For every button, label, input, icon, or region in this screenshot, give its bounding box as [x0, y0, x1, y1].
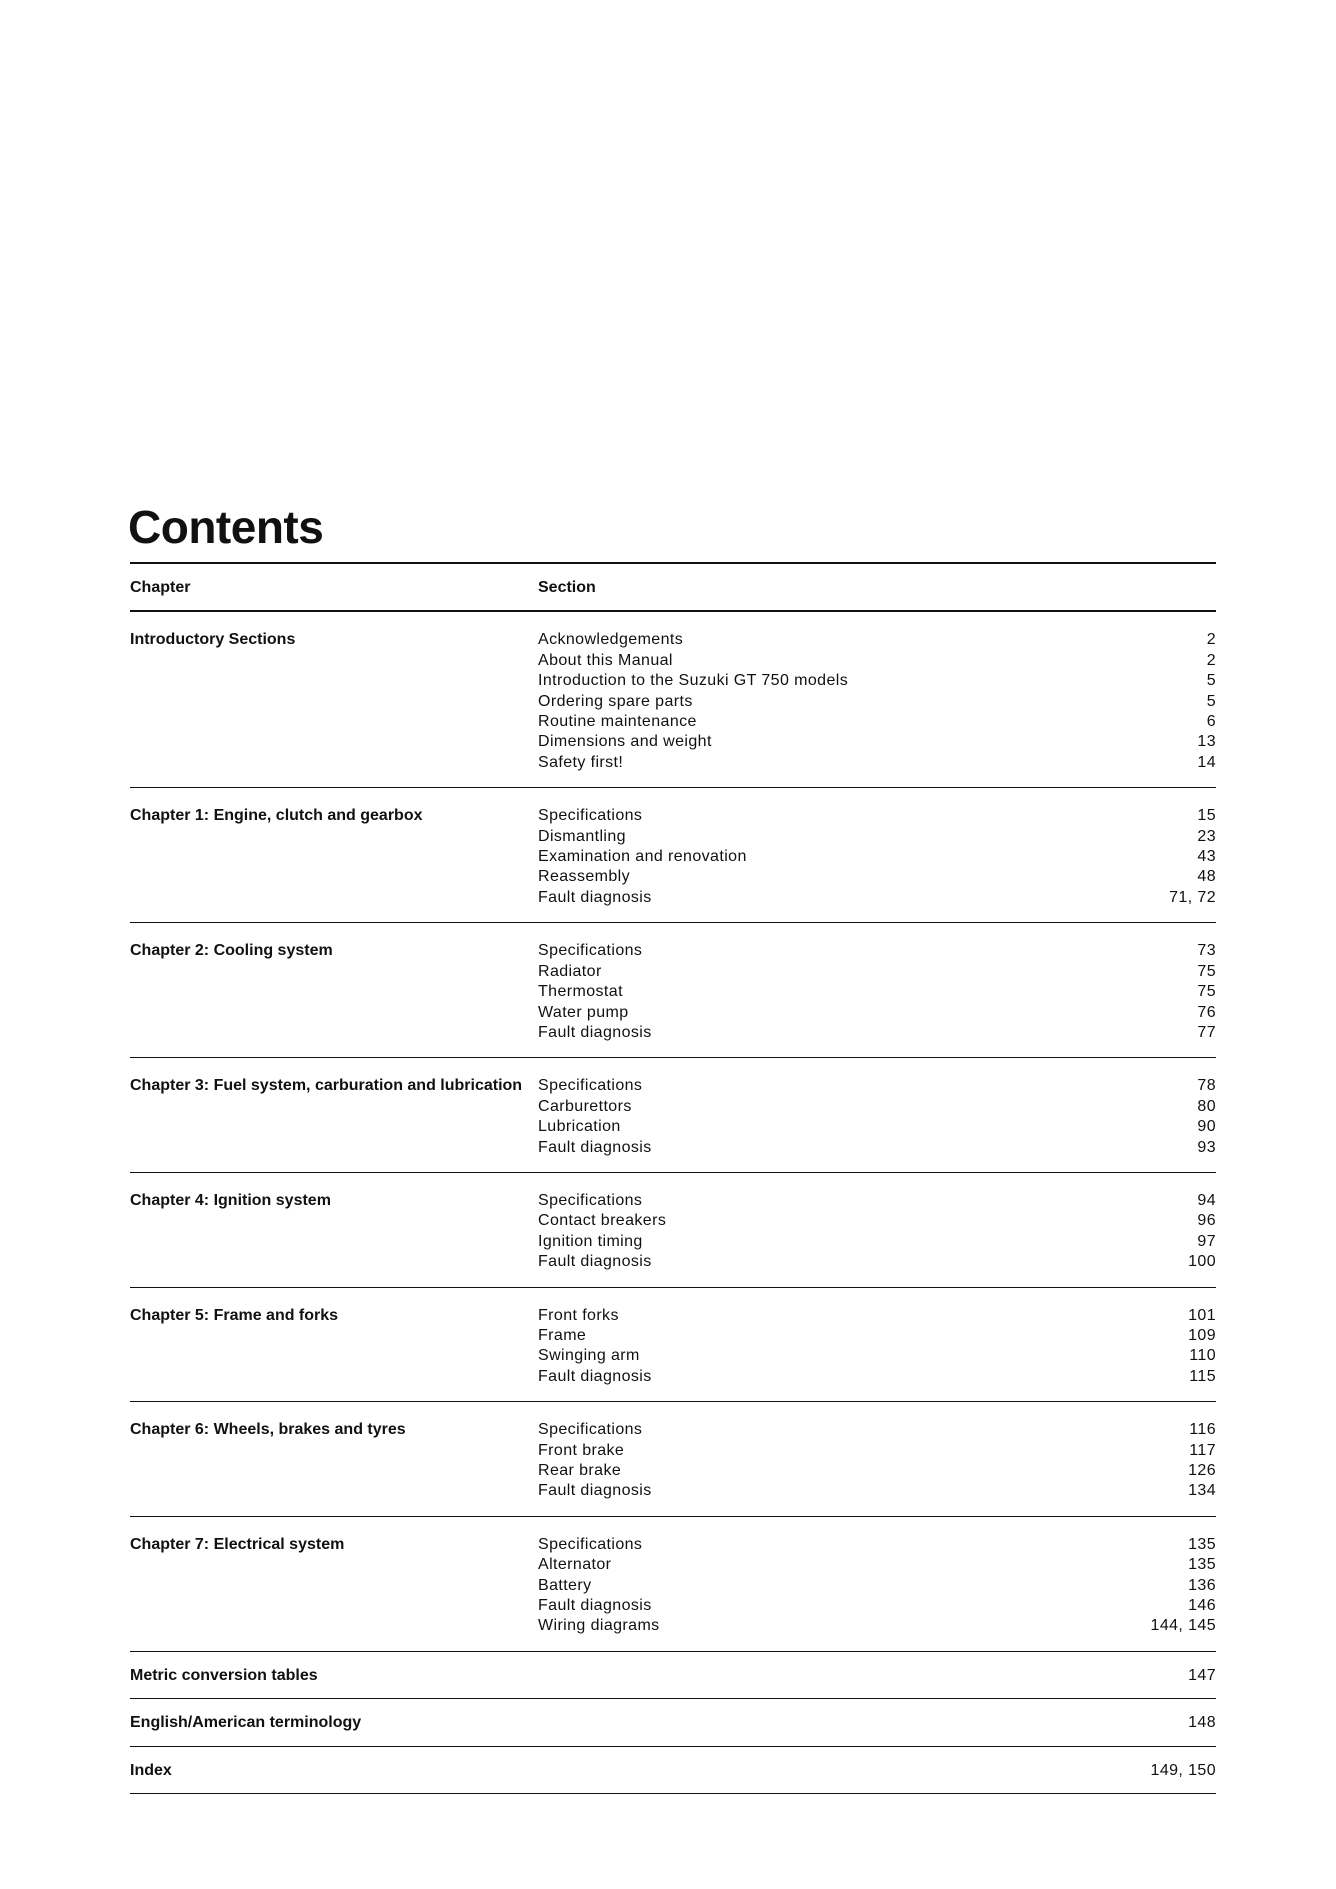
section-row[interactable]: [538, 1535, 1216, 1555]
section-name: Frame: [538, 1326, 587, 1344]
appendix-row[interactable]: [130, 1699, 1216, 1745]
appendix-title: Index: [130, 1761, 172, 1779]
appendix-divider: [130, 1793, 1216, 1794]
page-number: 13: [1197, 733, 1216, 751]
section-row[interactable]: [538, 712, 1216, 732]
page-number: 73: [1197, 942, 1216, 960]
page-number: 97: [1197, 1232, 1216, 1250]
page-number: 135: [1188, 1556, 1216, 1574]
section-name: Examination and renovation: [538, 848, 747, 866]
section-name: Battery: [538, 1576, 592, 1594]
chapter-block: [130, 923, 1216, 1057]
section-name: Radiator: [538, 962, 602, 980]
page-number: 2: [1206, 631, 1216, 649]
section-row[interactable]: [538, 1076, 1216, 1096]
section-row[interactable]: [538, 630, 1216, 650]
section-list: [538, 1191, 1216, 1273]
section-name: Dimensions and weight: [538, 733, 712, 751]
page-number: 110: [1189, 1347, 1216, 1365]
chapter-title[interactable]: Introductory Sections: [130, 631, 296, 649]
appendix-title: English/American terminology: [130, 1714, 362, 1732]
section-name: Wiring diagrams: [538, 1617, 660, 1635]
section-name: Fault diagnosis: [538, 1482, 652, 1500]
section-row[interactable]: [538, 888, 1216, 908]
page-number: 149, 150: [1150, 1761, 1216, 1779]
section-list: [538, 630, 1216, 773]
page-number: 75: [1197, 962, 1216, 980]
section-name: Rear brake: [538, 1462, 622, 1479]
section-list: [538, 1420, 1216, 1502]
page-number: 134: [1188, 1482, 1216, 1500]
section-name: Fault diagnosis: [538, 1138, 652, 1156]
page-number: 109: [1188, 1326, 1216, 1344]
section-name: Safety first!: [538, 753, 624, 771]
section-row[interactable]: [538, 1306, 1216, 1326]
chapter-title[interactable]: Chapter 7: Electrical system: [130, 1535, 345, 1553]
section-row[interactable]: [538, 1211, 1216, 1231]
section-row[interactable]: [538, 827, 1216, 847]
chapter-title[interactable]: Chapter 5: Frame and forks: [130, 1306, 339, 1324]
section-name: Ignition timing: [538, 1232, 643, 1250]
chapter-block: [130, 788, 1216, 922]
section-list: [538, 1306, 1216, 1388]
page-title: Contents: [128, 501, 324, 553]
page-number: 14: [1197, 753, 1216, 771]
page-number: 48: [1197, 868, 1216, 886]
page-number: 144, 145: [1150, 1617, 1216, 1635]
section-row[interactable]: [538, 671, 1216, 691]
page-number: 94: [1197, 1191, 1216, 1209]
chapter-block: [130, 1173, 1216, 1287]
page-number: 15: [1197, 807, 1216, 825]
section-row[interactable]: [538, 1003, 1216, 1023]
section-row[interactable]: [538, 1555, 1216, 1575]
section-name: Thermostat: [538, 983, 623, 1001]
section-name: Front forks: [538, 1306, 619, 1324]
section-name: Specifications: [538, 942, 643, 960]
section-row[interactable]: [538, 1191, 1216, 1211]
page-number: 76: [1197, 1003, 1216, 1021]
section-name: Specifications: [538, 1421, 643, 1439]
section-name: Front brake: [538, 1441, 625, 1459]
section-name: Fault diagnosis: [538, 1253, 652, 1271]
section-row[interactable]: [538, 1481, 1216, 1501]
section-name: Alternator: [538, 1556, 612, 1574]
page-number: 126: [1188, 1462, 1216, 1479]
section-row[interactable]: [538, 1367, 1216, 1387]
section-name: Dismantling: [538, 827, 626, 845]
section-name: Specifications: [538, 1077, 643, 1095]
section-name: Swinging arm: [538, 1347, 640, 1365]
page-number: 80: [1197, 1097, 1216, 1115]
page-number: 5: [1206, 692, 1216, 710]
section-name: Contact breakers: [538, 1212, 667, 1230]
page-number: 135: [1188, 1535, 1216, 1553]
section-row[interactable]: [538, 1117, 1216, 1137]
page-number: 136: [1188, 1576, 1216, 1594]
page-number: 93: [1197, 1138, 1216, 1156]
section-row[interactable]: [538, 962, 1216, 982]
section-row[interactable]: [538, 1461, 1216, 1481]
contents-page: [130, 500, 1216, 1794]
chapter-column-header: Chapter: [130, 579, 191, 596]
section-name: Specifications: [538, 1535, 643, 1553]
section-name: Fault diagnosis: [538, 1597, 652, 1615]
section-row[interactable]: [538, 1232, 1216, 1252]
section-row[interactable]: [538, 1616, 1216, 1636]
section-row[interactable]: [538, 651, 1216, 671]
chapter-block: [130, 1288, 1216, 1402]
section-name: Routine maintenance: [538, 713, 697, 731]
page-number: 75: [1197, 983, 1216, 1001]
chapter-title[interactable]: Chapter 1: Engine, clutch and gearbox: [130, 807, 423, 825]
chapter-title[interactable]: Chapter 3: Fuel system, carburation and lubrication: [130, 1077, 523, 1095]
section-row[interactable]: [538, 867, 1216, 887]
chapter-list: [130, 612, 1216, 1651]
section-name: Reassembly: [538, 868, 631, 886]
chapter-title[interactable]: Chapter 6: Wheels, brakes and tyres: [130, 1421, 406, 1439]
page-number: 90: [1197, 1118, 1216, 1136]
section-list: [538, 1076, 1216, 1158]
section-row[interactable]: [538, 1346, 1216, 1366]
page-number: 5: [1206, 672, 1216, 690]
section-row[interactable]: [538, 847, 1216, 867]
section-name: Acknowledgements: [538, 631, 684, 649]
page-number: 23: [1197, 827, 1216, 845]
section-column-header: Section: [538, 579, 596, 596]
section-row[interactable]: [538, 941, 1216, 961]
page-number: 116: [1189, 1421, 1216, 1439]
page-number: 96: [1197, 1212, 1216, 1230]
section-row[interactable]: [538, 982, 1216, 1002]
section-name: Ordering spare parts: [538, 692, 693, 710]
section-row[interactable]: [538, 753, 1216, 773]
page-number: 117: [1189, 1441, 1216, 1459]
section-row[interactable]: [538, 1420, 1216, 1440]
page-number: 148: [1188, 1714, 1216, 1732]
section-row[interactable]: [538, 1596, 1216, 1616]
page-number: 77: [1197, 1023, 1216, 1041]
section-row[interactable]: [538, 1097, 1216, 1117]
chapter-block: [130, 612, 1216, 787]
page-number: 115: [1189, 1367, 1216, 1385]
appendix-row[interactable]: [130, 1652, 1216, 1698]
chapter-block: [130, 1058, 1216, 1172]
section-row[interactable]: [538, 692, 1216, 712]
section-list: [538, 1535, 1216, 1637]
page-number: 43: [1197, 848, 1216, 866]
table-header: [130, 564, 1216, 610]
section-name: Lubrication: [538, 1118, 621, 1136]
appendix-row[interactable]: [130, 1747, 1216, 1793]
section-row[interactable]: [538, 1441, 1216, 1461]
section-row[interactable]: [538, 1138, 1216, 1158]
section-list: [538, 941, 1216, 1043]
page-number: 78: [1197, 1077, 1216, 1095]
section-name: Water pump: [538, 1003, 629, 1021]
section-name: Introduction to the Suzuki GT 750 models: [538, 672, 849, 690]
section-name: Fault diagnosis: [538, 888, 652, 906]
chapter-block: [130, 1517, 1216, 1651]
section-name: Fault diagnosis: [538, 1367, 652, 1385]
section-row[interactable]: [538, 806, 1216, 826]
appendix-list: [130, 1652, 1216, 1794]
section-row[interactable]: [538, 1326, 1216, 1346]
section-name: Fault diagnosis: [538, 1023, 652, 1041]
page-number: 146: [1188, 1597, 1216, 1615]
page-number: 101: [1188, 1306, 1216, 1324]
section-name: Carburettors: [538, 1097, 632, 1115]
page-number: 100: [1188, 1253, 1216, 1271]
page-number: 2: [1206, 651, 1216, 669]
appendix-title: Metric conversion tables: [130, 1666, 318, 1684]
section-row[interactable]: [538, 732, 1216, 752]
chapter-title[interactable]: Chapter 4: Ignition system: [130, 1191, 331, 1209]
section-row[interactable]: [538, 1252, 1216, 1272]
section-name: Specifications: [538, 1191, 643, 1209]
chapter-block: [130, 1402, 1216, 1516]
page-number: 147: [1188, 1666, 1216, 1684]
chapter-title[interactable]: Chapter 2: Cooling system: [130, 942, 333, 960]
section-row[interactable]: [538, 1576, 1216, 1596]
page-number: 6: [1206, 713, 1216, 731]
section-list: [538, 806, 1216, 908]
page-number: 71, 72: [1169, 888, 1216, 906]
section-row[interactable]: [538, 1023, 1216, 1043]
section-name: About this Manual: [538, 651, 673, 669]
section-name: Specifications: [538, 807, 643, 825]
